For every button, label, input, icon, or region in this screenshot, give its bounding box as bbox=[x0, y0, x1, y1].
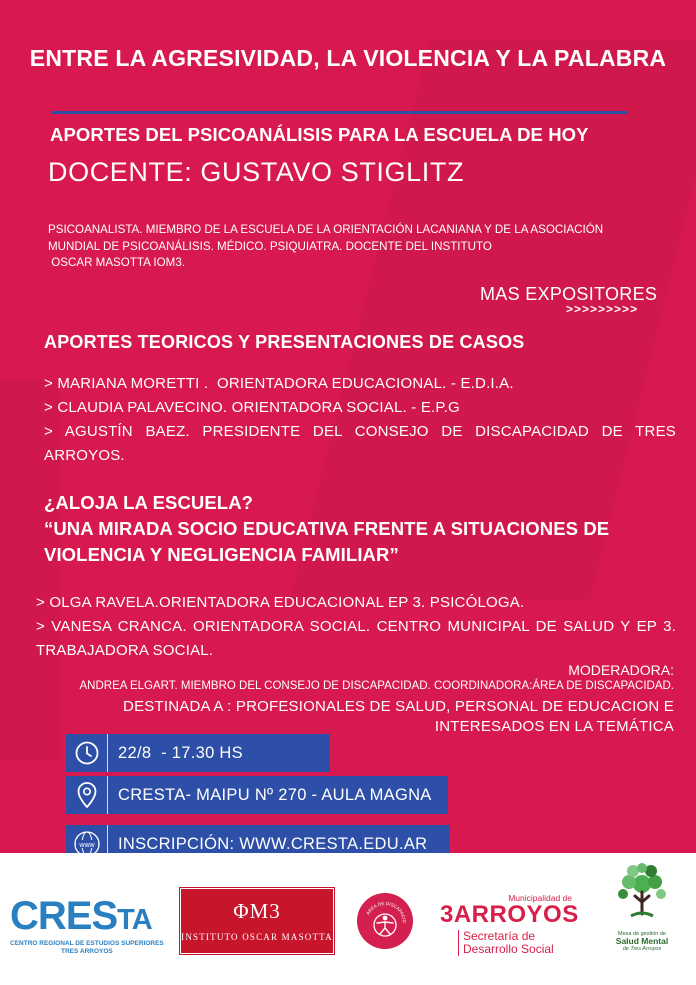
cresta-logo bbox=[10, 896, 164, 956]
moderadora-label: MODERADORA: bbox=[568, 662, 674, 678]
section1-list bbox=[44, 372, 676, 468]
date-pill bbox=[66, 734, 330, 772]
discapacidad-logo bbox=[357, 893, 413, 949]
list-item: > MARIANA MORETTI . ORIENTADORA EDUCACIONAL. - E.D.I.A. bbox=[44, 375, 514, 392]
list-item: > CLAUDIA PALAVECINO. ORIENTADORA SOCIAL. - E.P.G bbox=[44, 399, 460, 416]
section2-question: ¿ALOJA LA ESCUELA? bbox=[44, 492, 254, 513]
fm3-name: INSTITUTO OSCAR MASOTTA bbox=[181, 932, 333, 942]
muni-sec-line: Secretaría de bbox=[463, 929, 536, 943]
section2-heading bbox=[44, 490, 684, 568]
svg-text:ÁREA DE DISCAPACIDAD bbox=[357, 893, 407, 924]
muni-top: Municipalidad de bbox=[508, 893, 572, 903]
bio-line: OSCAR MASOTTA IOM3. bbox=[48, 256, 185, 269]
disc-label: ÁREA DE DISCAPACID bbox=[365, 900, 408, 924]
salud-line: Mesa de gestión de bbox=[617, 931, 666, 937]
list-item: > VANESA CRANCA. ORIENTADORA SOCIAL. CENTRO MUNICIPAL DE SALUD Y EP 3. TRABAJADORA SOCIAL. bbox=[36, 618, 676, 659]
www-label: www bbox=[78, 842, 95, 849]
muni-sec-line: Desarrollo Social bbox=[463, 942, 554, 956]
location-text: CRESTA- MAIPU Nº 270 - AULA MAGNA bbox=[118, 785, 432, 804]
location-pill bbox=[66, 776, 448, 814]
subtitle: APORTES DEL PSICOANÁLISIS PARA LA ESCUELA DE HOY bbox=[50, 124, 589, 145]
bio-line: MUNDIAL DE PSICOANÁLISIS. MÉDICO. PSIQUIATRA. DOCENTE DEL INSTITUTO bbox=[48, 239, 492, 253]
list-item: > OLGA RAVELA.ORIENTADORA EDUCACIONAL EP 3. PSICÓLOGA. bbox=[36, 594, 525, 611]
destinada bbox=[123, 697, 674, 737]
section2-title: “UNA MIRADA SOCIO EDUCATIVA FRENTE A SITUACIONES DE VIOLENCIA Y NEGLIGENCIA FAMILIAR” bbox=[44, 518, 610, 565]
bio-line: PSICOANALISTA. MIEMBRO DE LA ESCUELA DE LA ORIENTACIÓN LACANIANA Y DE LA ASOCIACIÓN bbox=[48, 223, 604, 236]
clock-icon bbox=[66, 734, 108, 772]
date-text: 22/8 - 17.30 HS bbox=[118, 743, 243, 762]
salud-line: Salud Mental bbox=[615, 936, 669, 946]
muni-secretaria bbox=[458, 930, 580, 956]
chevrons: >>>>>>>>> bbox=[566, 302, 639, 316]
destinada-line: DESTINADA A : PROFESIONALES DE SALUD, PERSONAL DE EDUCACION E bbox=[123, 698, 674, 715]
docente: DOCENTE: GUSTAVO STIGLITZ bbox=[48, 157, 465, 187]
location-pin-icon bbox=[66, 776, 108, 814]
masotta-logo bbox=[180, 888, 334, 954]
cresta-logo-main: CRES bbox=[10, 894, 118, 938]
page-title: ENTRE LA AGRESIVIDAD, LA VIOLENCIA Y LA PALABRA bbox=[29, 45, 667, 71]
salud-line: de Tres Arroyos bbox=[622, 946, 662, 952]
list-item: > AGUSTÍN BAEZ. PRESIDENTE DEL CONSEJO DE DISCAPACIDAD DE TRES ARROYOS. bbox=[44, 423, 676, 464]
docente-bio bbox=[48, 222, 658, 272]
registration-link[interactable]: INSCRIPCIÓN: WWW.CRESTA.EDU.AR bbox=[118, 834, 428, 853]
cresta-logo-caption: TRES ARROYOS bbox=[60, 948, 113, 955]
title-divider bbox=[52, 111, 628, 114]
muni-name: 3ARROYOS bbox=[440, 901, 579, 928]
destinada-line: INTERESADOS EN LA TEMÁTICA bbox=[434, 718, 674, 735]
salud-mental-logo bbox=[597, 862, 687, 952]
fm3-symbol: ΦM3 bbox=[233, 899, 281, 923]
municipalidad-logo bbox=[440, 893, 580, 956]
tree-icon bbox=[611, 862, 673, 924]
cresta-logo-caption: CENTRO REGIONAL DE ESTUDIOS SUPERIORES bbox=[10, 940, 164, 947]
moderadora bbox=[80, 662, 675, 694]
cresta-logo-ta: TA bbox=[117, 904, 152, 936]
mas-expositores: MAS EXPOSITORES bbox=[480, 284, 658, 304]
section1-heading: APORTES TEORICOS Y PRESENTACIONES DE CASOS bbox=[44, 332, 525, 352]
moderadora-text: ANDREA ELGART. MIEMBRO DEL CONSEJO DE DISCAPACIDAD. COORDINADORA:ÁREA DE DISCAPACIDAD. bbox=[79, 680, 674, 692]
section2-list bbox=[36, 591, 676, 663]
